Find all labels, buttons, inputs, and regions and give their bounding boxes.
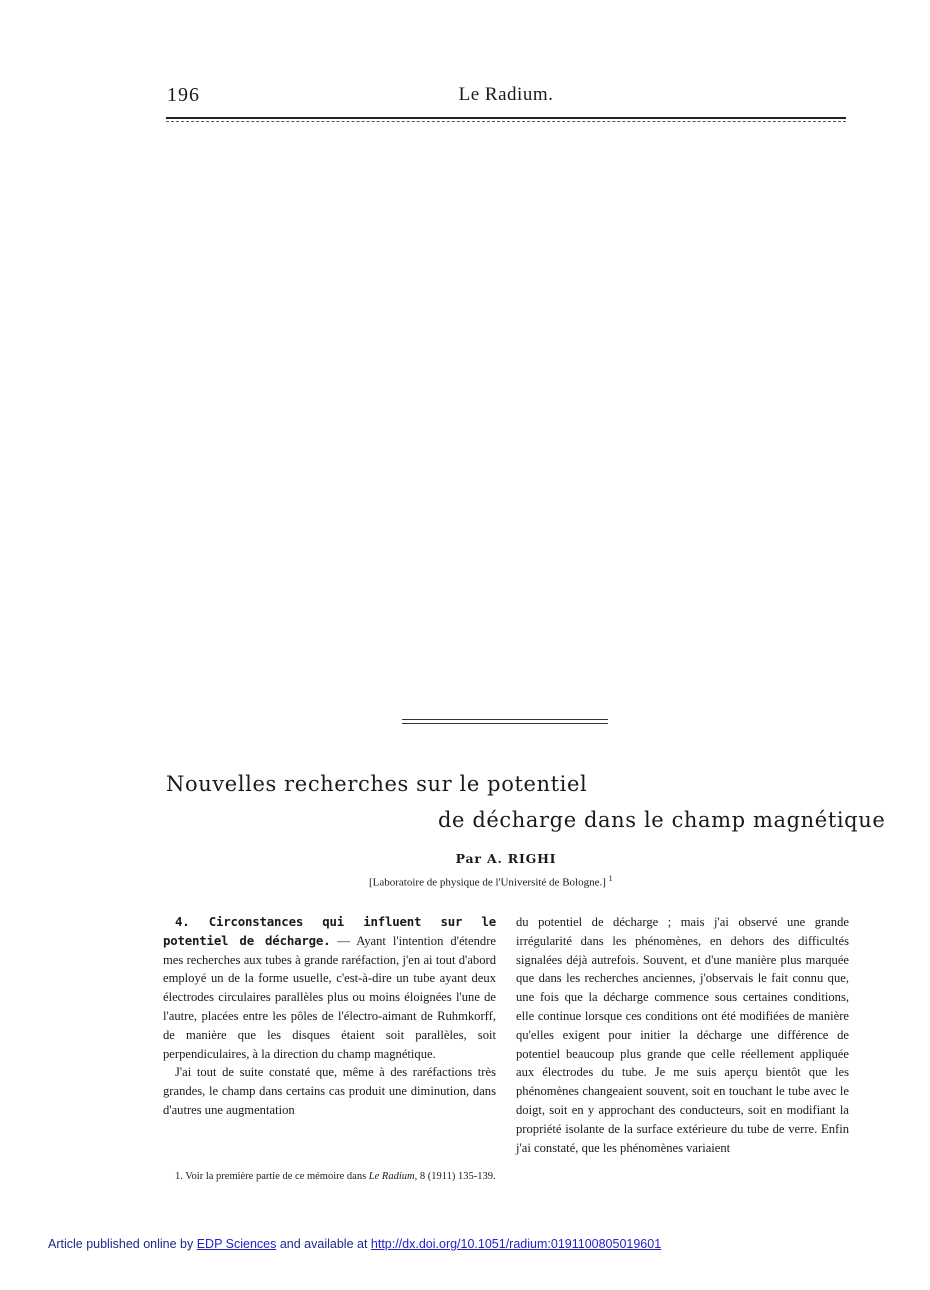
publication-middle: and available at xyxy=(276,1237,371,1251)
publication-notice xyxy=(48,1237,661,1251)
footnote-text-before: Voir la première partie de ce mémoire dans xyxy=(182,1171,369,1182)
author-byline: Par A. RIGHI xyxy=(455,851,557,866)
publisher-link[interactable]: EDP Sciences xyxy=(196,1237,277,1251)
left-column xyxy=(163,913,496,1120)
body-paragraph-3: du potentiel de décharge ; mais j'ai observé une grande irrégularité dans les phénomènes, en dehors des difficultés signalées déjà autrefois. Souvent, et d'une manière plus marquée que dans les recherches anciennes, j'observais le fait connu que, une fois que la décharge commence sous certaines conditions, elle continue lorsque ces conditions ont été modifiées de manière qu'elles exigent pour initier la décharge une différence de potentiel beaucoup plus grande que celle réellement appliquée aux électrodes du tube. Je me suis aperçu bientôt que les phénomènes changeaient souvent, soit en touchant le tube avec le doigt, soit en y approchant des conducteurs, soit en modifiant la propriété isolante de la surface extérieure du tube de verre. Enfin j'ai constaté, que les phénomènes variaient xyxy=(516,915,849,1155)
footnote-text-after: , 8 (1911) 135-139. xyxy=(414,1171,496,1182)
doi-link[interactable]: http://dx.doi.org/10.1051/radium:0191100805019601 xyxy=(370,1237,662,1251)
footnote-number: 1. xyxy=(175,1171,183,1182)
right-column xyxy=(516,913,849,1157)
journal-title: Le Radium. xyxy=(458,84,554,105)
article-separator xyxy=(402,719,608,720)
footnote xyxy=(163,1170,498,1184)
article-separator-lower xyxy=(402,723,608,724)
paragraph-1-text: — Ayant l'intention d'étendre mes recherches aux tubes à grande raréfaction, j'en ai tout d'abord employé un de la forme usuelle, c'est-à-dire un tube ayant deux électrodes circulaires parallèles plus ou moins éloignées l'une de l'autre, placées entre les pôles de l'électro-aimant de Ruhmkorff, de manière que les disques étaient soit parallèles, soit perpendiculaires, à la direction du champ magnétique. xyxy=(163,933,496,1061)
author-affiliation xyxy=(369,874,613,889)
page-number: 196 xyxy=(167,84,200,106)
header-rule xyxy=(166,117,846,119)
section-heading: 4. Circonstances qui influent sur le potentiel de décharge. xyxy=(163,914,496,948)
body-paragraph-1 xyxy=(163,913,496,1063)
publication-prefix: Article published online by xyxy=(48,1237,197,1251)
body-paragraph-2: J'ai tout de suite constaté que, même à des raréfactions très grandes, le champ dans certains cas produit une diminution, dans d'autres une augmentation xyxy=(163,1065,496,1117)
header-rule-thin xyxy=(166,121,846,122)
affiliation-text: [Laboratoire de physique de l'Université de Bologne.] xyxy=(369,876,606,889)
article-title-line-1: Nouvelles recherches sur le potentiel xyxy=(166,772,588,796)
footnote-journal: Le Radium xyxy=(368,1171,415,1182)
affiliation-footnote-mark: 1 xyxy=(608,874,613,883)
article-title-line-2: de décharge dans le champ magnétique xyxy=(438,808,886,832)
